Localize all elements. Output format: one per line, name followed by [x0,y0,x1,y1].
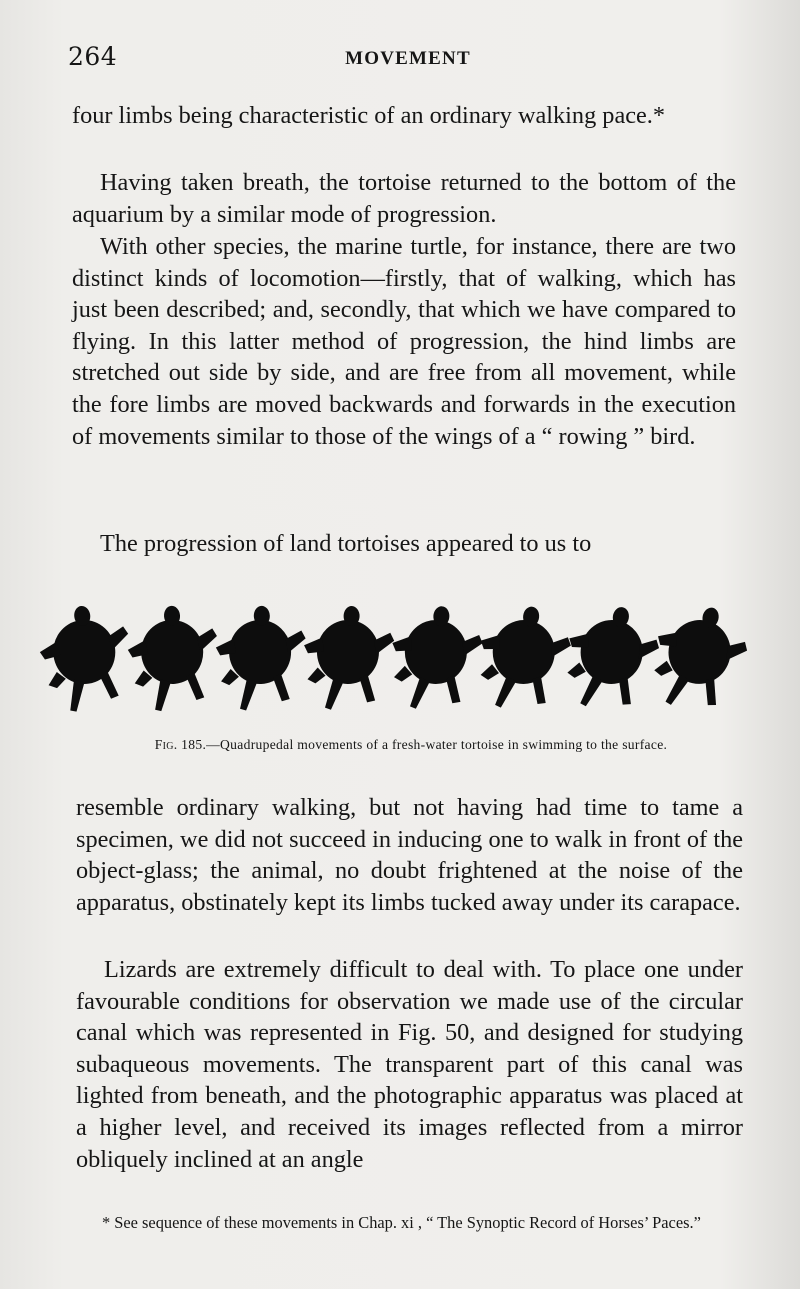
tortoise-silhouette-4 [303,605,395,711]
paragraph-5: resemble ordinary walking, but not having had time to tame a specimen, we did not succeed in inducing one to walk in front of the object-glass; the animal, no doubt frightened at the noise of the apparatus, obstinately kept its limbs tucked away under its carapace. [76,794,743,916]
figure-label: Fig. 185. [154,737,207,752]
tortoise-silhouette-6 [473,601,575,715]
tortoise-silhouette-7 [558,599,665,717]
tortoise-silhouette-8 [644,597,755,719]
paragraph-4: The progression of land tortoises appeared to us to [100,530,592,557]
paragraph-2: Having taken breath, the tortoise returned to the bottom of the aquarium by a similar mode of progression. [72,169,736,228]
paragraph-1: four limbs being characteristic of an ordinary walking pace.* [72,102,666,129]
tortoise-silhouette-5 [388,603,485,713]
running-head: MOVEMENT [345,48,471,69]
page-number: 264 [68,42,118,71]
tortoise-silhouettes [36,580,764,730]
tortoise-silhouette-2 [124,602,223,713]
footnote: * See sequence of these movements in Chap. xi , “ The Synoptic Record of Horses’ Paces.” [102,1213,701,1232]
paragraph-3: With other species, the marine turtle, for instance, there are two distinct kinds of locomotion—firstly, that of walking, which has just been described; and, secondly, that which we have compared to flying. In this latter method of progression, the hind limbs are stretched out side by side, and are free from all movement, while the fore limbs are moved backwards and forwards in the execution of movements similar to those of the wings of a “ rowing ” bird. [72,233,736,450]
figure-caption [76,737,746,753]
tortoise-silhouette-1 [36,600,138,716]
tortoise-silhouette-3 [214,604,308,711]
page-header [68,42,748,76]
tortoise-figure [36,580,764,730]
figure-caption-text: —Quadrupedal movements of a fresh-water tortoise in swimming to the surface. [206,737,668,752]
paragraph-6: Lizards are extremely difficult to deal with. To place one under favourable conditions for observation we made use of the circular canal which was represented in Fig. 50, and designed for studying subaqueous movements. The transparent part of this canal was lighted from beneath, and the photographic apparatus was placed at a higher level, and received its images reflected from a mirror obliquely inclined at an angle [76,956,743,1173]
